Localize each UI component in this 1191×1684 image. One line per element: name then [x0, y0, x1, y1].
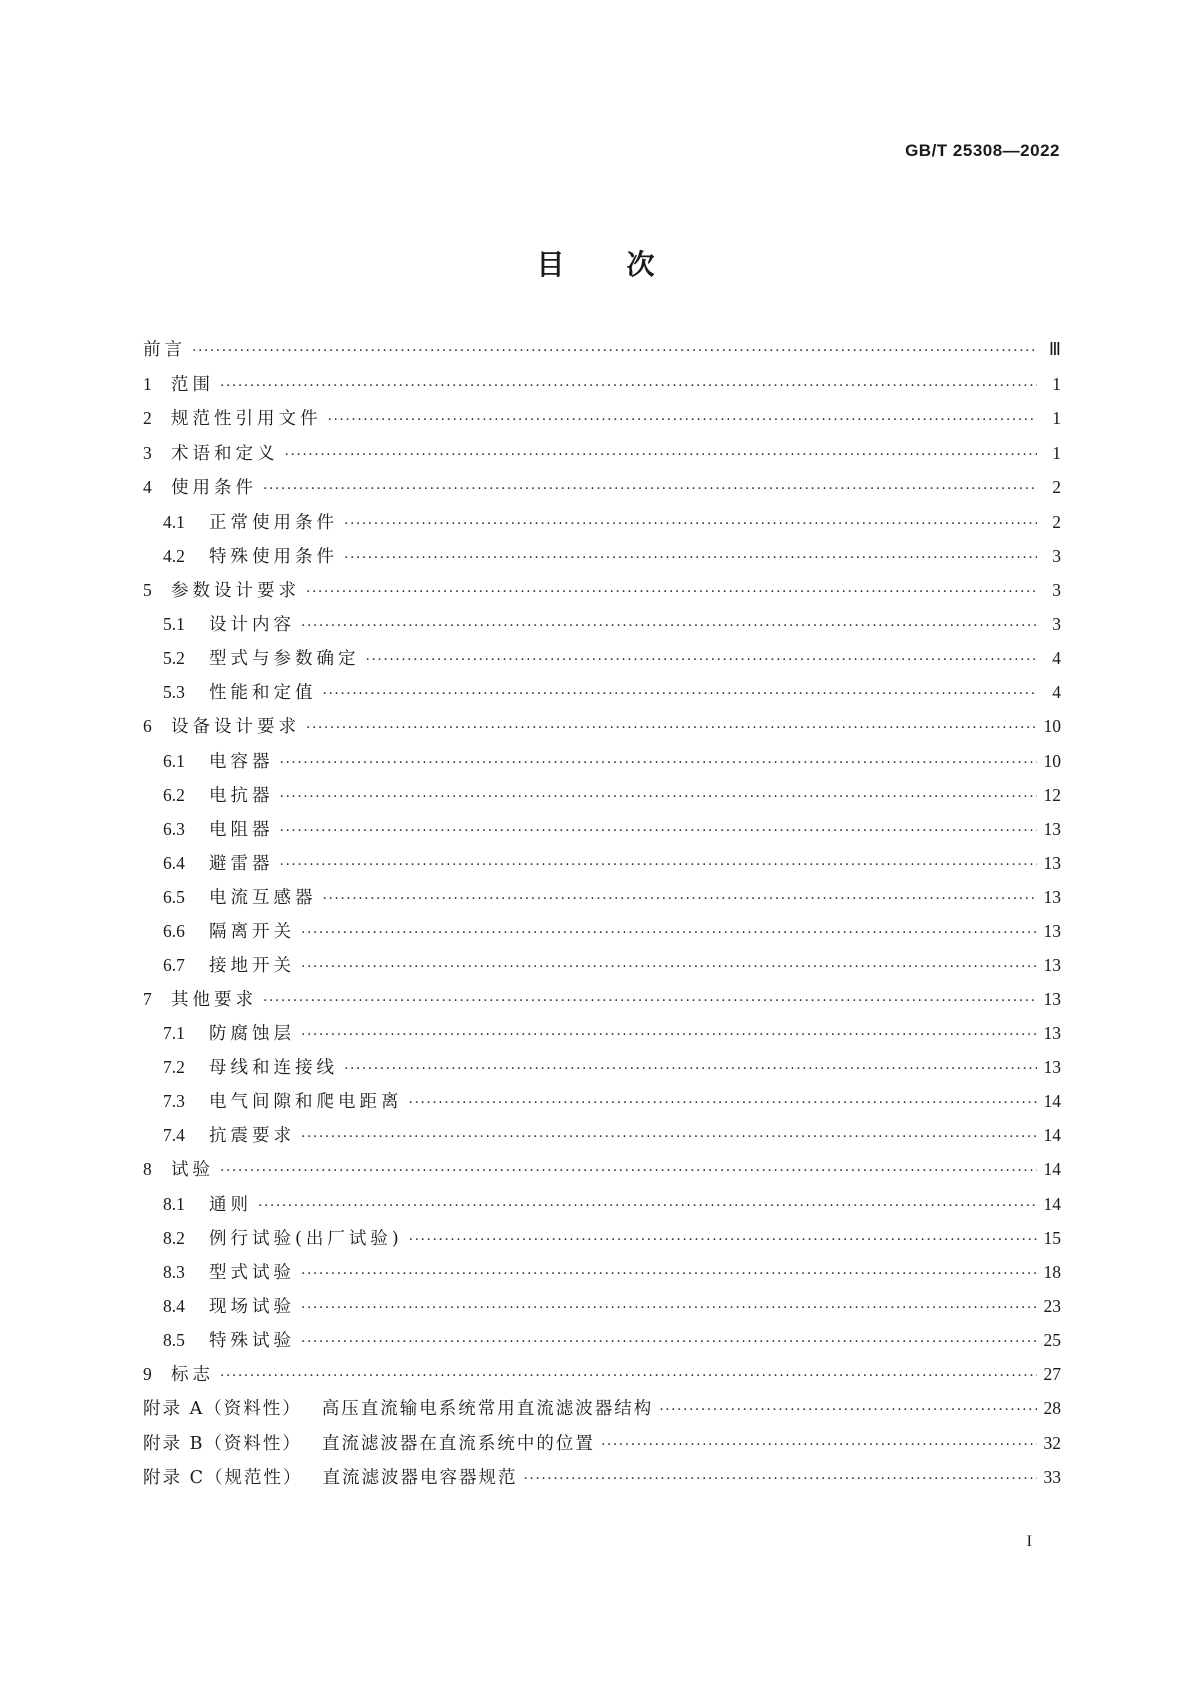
dot-leader	[306, 584, 1037, 600]
dot-leader	[285, 447, 1038, 463]
toc-entry[interactable]	[143, 611, 1061, 645]
annex-tag: 附录 C（规范性）	[143, 1468, 303, 1488]
toc-entry-page: 13	[1043, 920, 1061, 941]
toc-entry-page: 13	[1043, 988, 1061, 1009]
toc-entry[interactable]	[143, 986, 1061, 1021]
toc-entry-title: 电容器	[209, 751, 274, 772]
toc-entry-page: 4	[1052, 682, 1061, 702]
toc-entry-page: 1	[1052, 373, 1061, 394]
dot-leader	[409, 1232, 1037, 1248]
dot-leader	[301, 1300, 1037, 1316]
toc-entry[interactable]	[143, 1054, 1061, 1088]
annex-title: 直流滤波器电容器规范	[322, 1468, 518, 1488]
toc-entry-number: 6	[143, 716, 152, 736]
dot-leader	[263, 993, 1037, 1009]
annex-page: 32	[1043, 1432, 1061, 1453]
toc-entry-number: 4.1	[163, 511, 185, 532]
footer-page-number: I	[1026, 1533, 1032, 1550]
toc-entry-title: 型式与参数确定	[209, 649, 360, 669]
toc-entry-page: 4	[1052, 648, 1061, 668]
dot-leader	[301, 1027, 1037, 1043]
toc-entry-number: 3	[143, 442, 152, 463]
toc-entry[interactable]	[143, 440, 1061, 475]
dot-leader	[280, 789, 1038, 805]
annex-tag: 附录 B（资料性）	[143, 1433, 302, 1454]
toc-entry-title: 前言	[143, 340, 186, 360]
dot-leader	[220, 1163, 1037, 1179]
toc-entry-number: 1	[143, 373, 152, 394]
dot-leader	[344, 516, 1037, 532]
toc-entry-title: 其他要求	[171, 989, 257, 1010]
toc-entry-title: 电流互感器	[209, 887, 317, 908]
toc-entry-title: 现场试验	[209, 1296, 295, 1317]
toc-annex-entry[interactable]	[143, 1395, 1061, 1430]
toc-entry-page: 2	[1052, 511, 1061, 532]
toc-entry-page: 18	[1043, 1261, 1061, 1282]
toc-entry[interactable]	[143, 1327, 1061, 1361]
dot-leader	[409, 1095, 1038, 1111]
annex-title: 高压直流输电系统常用直流滤波器结构	[321, 1399, 654, 1419]
toc-entry-number: 5	[143, 579, 152, 600]
page-title	[0, 243, 1191, 283]
dot-leader	[192, 343, 1037, 359]
toc-entry[interactable]	[143, 543, 1061, 577]
toc-entry-number: 6.7	[163, 954, 185, 975]
dot-leader	[301, 1334, 1037, 1350]
title-char-2: 次	[626, 248, 655, 281]
toc-entry[interactable]	[143, 918, 1061, 952]
toc-entry-number: 8.3	[163, 1261, 185, 1282]
toc-entry-page: 1	[1052, 442, 1061, 463]
toc-entry[interactable]	[143, 679, 1061, 713]
dot-leader	[280, 755, 1038, 771]
toc-entry[interactable]	[143, 952, 1061, 986]
toc-entry-number: 8.4	[163, 1295, 185, 1316]
toc-entry-title: 母线和连接线	[209, 1058, 338, 1078]
table-of-contents	[143, 336, 1061, 1499]
toc-entry-title: 标志	[171, 1364, 214, 1385]
toc-entry-title: 例行试验(出厂试验)	[209, 1228, 403, 1249]
toc-entry-page: 15	[1043, 1227, 1061, 1248]
dot-leader	[523, 1471, 1037, 1487]
toc-entry-number: 6.5	[163, 886, 185, 907]
toc-entry-number: 7	[143, 988, 152, 1009]
toc-entry-page: 13	[1043, 852, 1061, 873]
toc-entry-number: 8.2	[163, 1227, 185, 1248]
annex-title: 直流滤波器在直流系统中的位置	[321, 1433, 595, 1454]
toc-entry-page: 3	[1052, 545, 1061, 566]
toc-entry-page: 12	[1043, 784, 1061, 805]
title-char-1: 目	[536, 248, 565, 281]
toc-entry-title: 试验	[171, 1160, 214, 1180]
dot-leader	[306, 720, 1037, 736]
toc-entry-page: 10	[1043, 716, 1061, 736]
toc-entry[interactable]	[143, 336, 1061, 371]
annex-page: 28	[1043, 1398, 1061, 1418]
dot-leader	[659, 1402, 1037, 1418]
toc-entry-page: 23	[1043, 1295, 1061, 1316]
toc-entry[interactable]	[143, 1156, 1061, 1191]
dot-leader	[263, 481, 1037, 497]
toc-entry-number: 7.2	[163, 1057, 185, 1077]
toc-entry-page: 14	[1043, 1125, 1061, 1145]
toc-entry-page: 13	[1043, 1057, 1061, 1077]
toc-entry-title: 型式试验	[209, 1262, 295, 1283]
dot-leader	[601, 1437, 1037, 1453]
toc-entry-number: 2	[143, 408, 152, 428]
toc-entry-title: 范围	[171, 374, 214, 395]
toc-entry[interactable]	[143, 748, 1061, 782]
toc-entry-number: 6.1	[163, 750, 185, 771]
toc-annex-entry[interactable]	[143, 1464, 1061, 1499]
toc-entry[interactable]	[143, 1020, 1061, 1054]
toc-entry-page: Ⅲ	[1048, 339, 1061, 359]
toc-entry-title: 使用条件	[171, 478, 257, 498]
toc-entry-number: 7.4	[163, 1125, 185, 1145]
toc-annex-entry[interactable]	[143, 1430, 1061, 1465]
toc-entry-page: 14	[1043, 1159, 1061, 1179]
toc-entry-title: 规范性引用文件	[171, 409, 322, 429]
toc-entry[interactable]	[143, 1088, 1061, 1122]
toc-entry-page: 3	[1052, 614, 1061, 634]
toc-entry[interactable]	[143, 577, 1061, 612]
dot-leader	[344, 550, 1037, 566]
toc-entry-page: 2	[1052, 477, 1061, 497]
toc-entry[interactable]	[143, 371, 1061, 406]
toc-entry[interactable]	[143, 1122, 1061, 1156]
toc-entry-page: 25	[1043, 1329, 1061, 1350]
toc-entry-title: 抗震要求	[209, 1126, 295, 1146]
standard-number: GB/T 25308—2022	[905, 141, 1060, 160]
toc-entry-number: 9	[143, 1363, 152, 1384]
toc-entry-page: 13	[1043, 1023, 1061, 1043]
toc-entry-number: 4	[143, 477, 152, 497]
toc-entry-page: 10	[1043, 750, 1061, 771]
toc-entry[interactable]	[143, 509, 1061, 543]
annex-page: 33	[1043, 1467, 1061, 1487]
toc-entry-title: 接地开关	[209, 955, 295, 976]
toc-entry-number: 8.1	[163, 1193, 185, 1214]
toc-entry-title: 设计内容	[209, 615, 295, 635]
toc-entry[interactable]	[143, 850, 1061, 884]
toc-entry-title: 电抗器	[209, 785, 274, 806]
toc-entry-title: 电气间隙和爬电距离	[209, 1092, 403, 1112]
dot-leader	[301, 925, 1037, 941]
toc-entry-title: 特殊使用条件	[209, 546, 338, 567]
toc-entry-title: 术语和定义	[171, 443, 279, 464]
dot-leader	[258, 1198, 1037, 1214]
dot-leader	[220, 378, 1037, 394]
toc-entry-title: 设备设计要求	[171, 717, 300, 737]
dot-leader	[366, 652, 1038, 668]
dot-leader	[323, 686, 1038, 702]
toc-entry-page: 13	[1043, 886, 1061, 907]
toc-entry-title: 防腐蚀层	[209, 1024, 295, 1044]
toc-entry-title: 正常使用条件	[209, 512, 338, 533]
toc-entry[interactable]	[143, 1259, 1061, 1293]
toc-entry-title: 隔离开关	[209, 921, 295, 942]
toc-entry-number: 5.2	[163, 648, 185, 668]
toc-entry[interactable]	[143, 816, 1061, 850]
toc-entry-number: 7.3	[163, 1091, 185, 1111]
toc-entry-page: 27	[1043, 1363, 1061, 1384]
toc-entry-number: 7.1	[163, 1023, 185, 1043]
dot-leader	[328, 412, 1038, 428]
toc-entry-number: 8.5	[163, 1329, 185, 1350]
toc-entry-number: 5.3	[163, 682, 185, 702]
toc-entry-number: 6.4	[163, 852, 185, 873]
toc-entry-title: 特殊试验	[209, 1330, 295, 1351]
toc-entry[interactable]	[143, 405, 1061, 440]
toc-entry-title: 参数设计要求	[171, 580, 300, 601]
toc-entry[interactable]	[143, 474, 1061, 509]
toc-entry-page: 13	[1043, 818, 1061, 839]
dot-leader	[301, 959, 1037, 975]
toc-entry-title: 电阻器	[209, 819, 274, 840]
toc-entry-number: 6.6	[163, 920, 185, 941]
toc-entry[interactable]	[143, 1293, 1061, 1327]
dot-leader	[301, 1266, 1037, 1282]
toc-entry[interactable]	[143, 713, 1061, 748]
toc-entry-number: 6.3	[163, 818, 185, 839]
dot-leader	[323, 891, 1038, 907]
toc-entry[interactable]	[143, 1225, 1061, 1259]
annex-tag: 附录 A（资料性）	[143, 1399, 302, 1419]
toc-entry-title: 避雷器	[209, 853, 274, 874]
toc-entry-title: 性能和定值	[209, 683, 317, 703]
toc-entry-number: 8	[143, 1159, 152, 1179]
dot-leader	[220, 1368, 1037, 1384]
toc-entry-page: 13	[1043, 954, 1061, 975]
toc-entry[interactable]	[143, 645, 1061, 679]
toc-entry-number: 5.1	[163, 614, 185, 634]
toc-entry-number: 4.2	[163, 545, 185, 566]
toc-entry-number: 6.2	[163, 784, 185, 805]
toc-entry-page: 3	[1052, 579, 1061, 600]
toc-entry[interactable]	[143, 1361, 1061, 1396]
toc-entry-title: 通则	[209, 1194, 252, 1215]
dot-leader	[344, 1061, 1037, 1077]
toc-entry-page: 1	[1052, 408, 1061, 428]
toc-entry[interactable]	[143, 782, 1061, 816]
dot-leader	[280, 857, 1038, 873]
toc-entry[interactable]	[143, 1191, 1061, 1225]
dot-leader	[301, 618, 1037, 634]
dot-leader	[280, 823, 1038, 839]
toc-entry-page: 14	[1043, 1193, 1061, 1214]
toc-entry[interactable]	[143, 884, 1061, 918]
dot-leader	[301, 1129, 1037, 1145]
toc-entry-page: 14	[1043, 1091, 1061, 1111]
